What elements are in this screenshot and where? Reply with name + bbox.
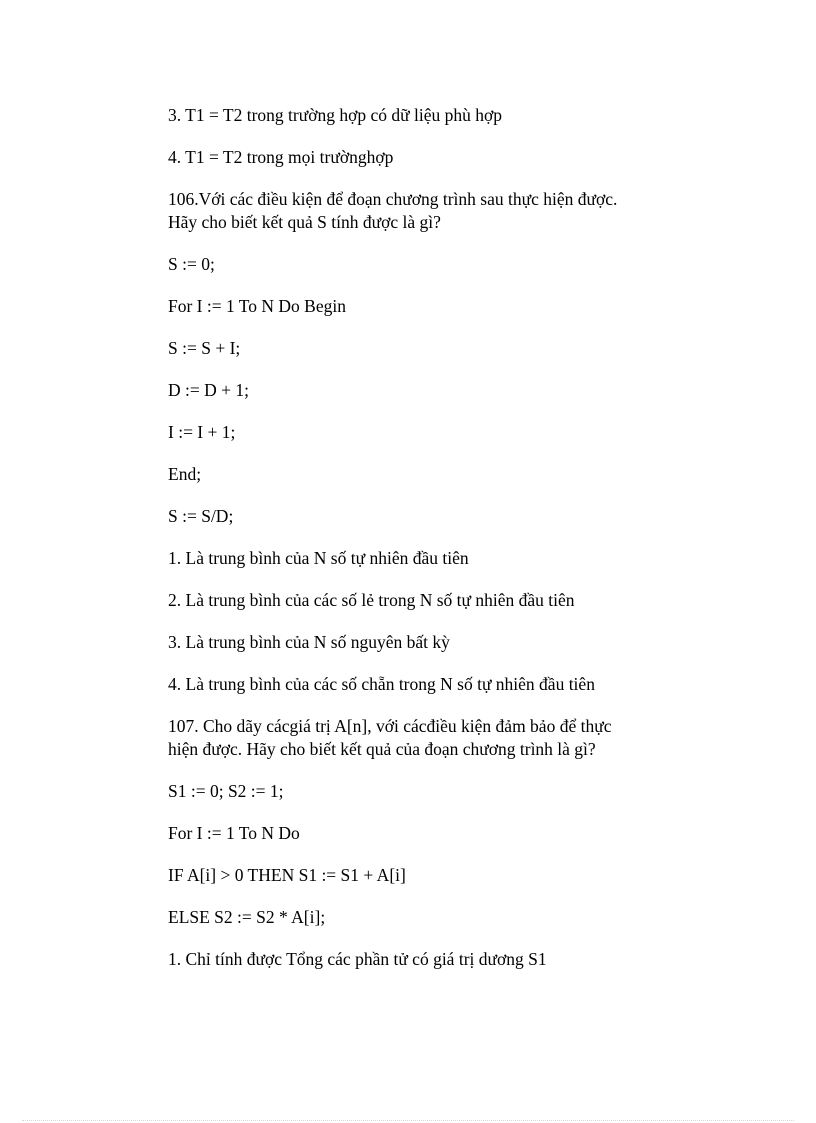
code-line: D := D + 1; [168, 380, 249, 400]
code-line: S := 0; [168, 254, 215, 274]
code-line: End; [168, 464, 202, 484]
question-107 [168, 715, 668, 761]
answer-option-4: 4. T1 = T2 trong mọi trườnghợp [168, 147, 394, 167]
answer-option-1: 1. Chỉ tính được Tổng các phần tử có giá trị dương S1 [168, 949, 547, 969]
answer-option-1: 1. Là trung bình của N số tự nhiên đầu tiên [168, 548, 469, 568]
answer-option-3: 3. T1 = T2 trong trường hợp có dữ liệu phù hợp [168, 105, 502, 125]
code-line: For I := 1 To N Do Begin [168, 296, 346, 316]
code-line: ELSE S2 := S2 * A[i]; [168, 907, 326, 927]
code-line: For I := 1 To N Do [168, 823, 300, 843]
code-line: IF A[i] > 0 THEN S1 := S1 + A[i] [168, 865, 406, 885]
question-107-line-2: hiện được. Hãy cho biết kết quả của đoạn chương trình là gì? [168, 739, 596, 759]
question-107-line-1: 107. Cho dãy cácgiá trị A[n], với cácđiều kiện đảm bảo để thực [168, 716, 612, 736]
question-106-line-1: 106.Với các điều kiện để đoạn chương trình sau thực hiện được. [168, 189, 618, 209]
code-line: S1 := 0; S2 := 1; [168, 781, 284, 801]
answer-option-2: 2. Là trung bình của các số lẻ trong N số tự nhiên đầu tiên [168, 590, 575, 610]
question-106 [168, 188, 668, 234]
page-bottom-divider [22, 1120, 794, 1121]
question-106-line-2: Hãy cho biết kết quả S tính được là gì? [168, 212, 441, 232]
document-body [168, 104, 668, 990]
code-line: S := S + I; [168, 338, 241, 358]
answer-option-3: 3. Là trung bình của N số nguyên bất kỳ [168, 632, 450, 652]
code-line: I := I + 1; [168, 422, 236, 442]
code-line: S := S/D; [168, 506, 234, 526]
answer-option-4: 4. Là trung bình của các số chẵn trong N số tự nhiên đầu tiên [168, 674, 595, 694]
